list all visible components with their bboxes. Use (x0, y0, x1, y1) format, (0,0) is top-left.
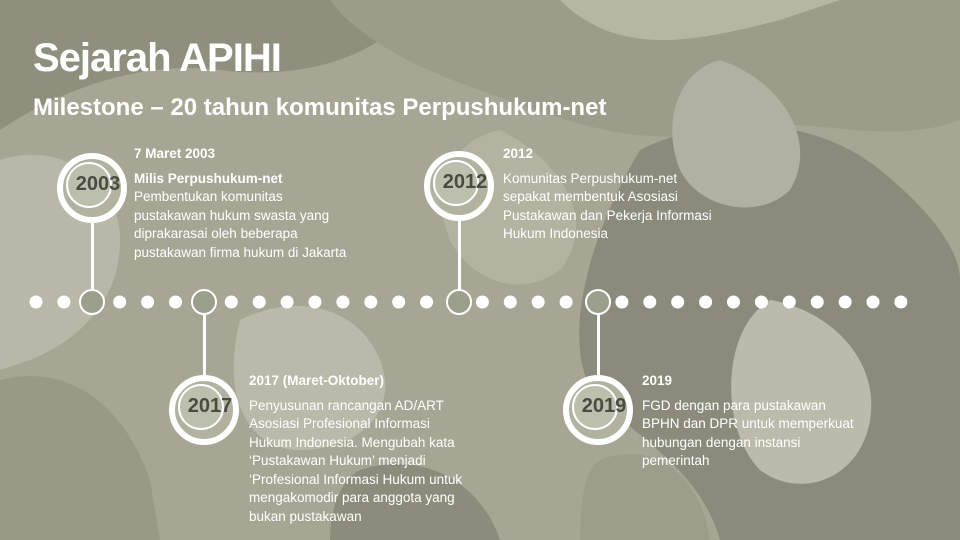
page-subtitle: Milestone – 20 tahun komunitas Perpushukum-net (33, 94, 607, 121)
year-badge-2003 (57, 153, 127, 223)
timeline-node-2012 (446, 289, 472, 315)
page-title: Sejarah APIHI (33, 36, 281, 80)
timeline-node-2019 (585, 289, 611, 315)
timeline-node-2003 (79, 289, 105, 315)
milestone-date: 7 Maret 2003 (134, 146, 216, 161)
milestone-date: 2019 (642, 373, 673, 388)
year-badge-2017 (169, 375, 239, 445)
timeline-stem-2012 (458, 210, 461, 300)
milestone-description: Pembentukan komunitas pustakawan hukum swasta yang diprakarasai oleh beberapa pustakawan firma hukum di Jakarta (134, 189, 347, 260)
milestone-2017 (249, 372, 519, 526)
milestone-date: 2012 (503, 146, 534, 161)
milestone-2012 (503, 145, 773, 244)
year-label: 2017 (187, 395, 233, 417)
year-label: 2003 (75, 173, 121, 195)
milestone-description: Komunitas Perpushukum-net sepakat membentuk Asosiasi Pustakawan dan Pekerja Informasi Hukum Indonesia (503, 170, 712, 241)
milestone-2019 (642, 372, 912, 471)
timeline-stem-2019 (597, 303, 600, 383)
timeline-stem-2017 (203, 303, 206, 383)
milestone-description: Penyusunan rancangan AD/ART Asosiasi Profesional Informasi Hukum Indonesia. Mengubah kata ‘Pustakawan Hukum’ menjadi ‘Profesional Informasi Hukum untuk mengakomodir para anggota yang bukan pustakawan (249, 397, 463, 524)
timeline-node-2017 (191, 289, 217, 315)
year-label: 2019 (581, 395, 627, 417)
year-badge-2012 (424, 151, 494, 221)
year-badge-2019 (563, 375, 633, 445)
milestone-2003 (134, 145, 404, 262)
milestone-date: 2017 (Maret-Oktober) (249, 373, 385, 388)
year-label: 2012 (442, 171, 488, 193)
milestone-heading: Milis Perpushukum-net (134, 170, 283, 186)
milestone-description: FGD dengan para pustakawan BPHN dan DPR untuk memperkuat hubungan dengan instansi pemerintah (642, 397, 854, 468)
timeline-stem-2003 (91, 210, 94, 300)
